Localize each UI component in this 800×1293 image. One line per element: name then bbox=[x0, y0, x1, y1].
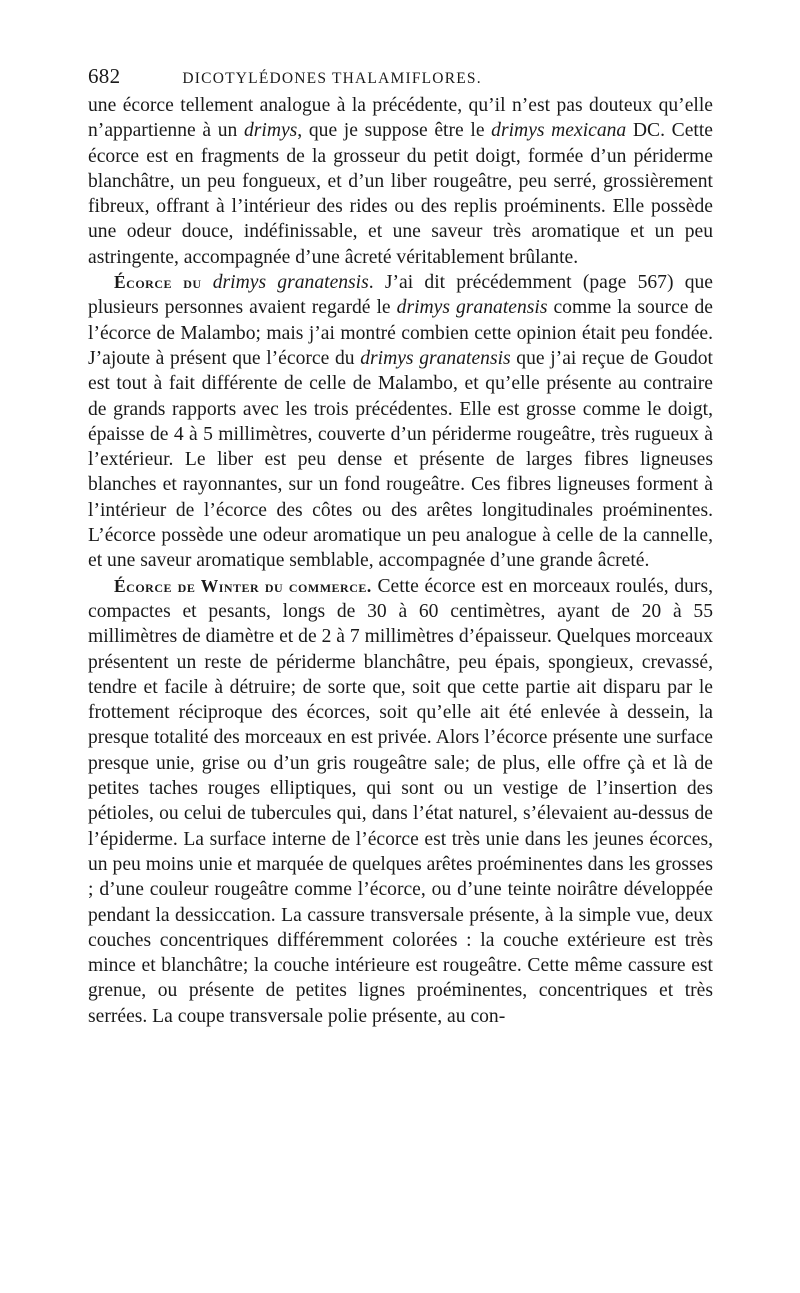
text-run: une écorce tellement analogue à la précédente, qu’il n’est pas douteux qu’elle n’appartienne à un bbox=[88, 95, 713, 142]
italic-run: drimys mexicana bbox=[491, 120, 627, 142]
section-heading: Écorce du bbox=[114, 272, 213, 293]
text-run: Cette écorce est en morceaux roulés, durs, compactes et pesants, longs de 30 à 60 centimètres, ayant de 20 à 55 millimètres de diamètre et de 2 à 7 millimètres d’épaisseur. Quelques morceaux présentent un reste de périderme blanchâtre, peu épais, spongieux, crevassé, tendre et facile à détruire; de sorte que, soit que cette partie ait disparu par le frottement réciproque des écorces, soit qu’elle ait été enlevée à dessein, la presque totalité des morceaux en est privée. Alors l’écorce présente une surface presque unie, grise ou d’un gris rougeâtre sale; de plus, elle offre çà et là de petites taches rouges elliptiques, qui sont ou un vestige de l’insertion des pétioles, ou celui de tubercules qui, dans l’état naturel, s’élevaient au-dessus de l’épiderme. La surface interne de l’écorce est très unie dans les jeunes écorces, un peu moins unie et marquée de quelques arêtes proéminentes dans les grosses ; d’une couleur rougeâtre comme l’écorce, ou d’une teinte noirâtre développée pendant la dessiccation. La cassure transversale présente, à la simple vue, deux couches concentriques différemment colorées : la couche extérieure est très mince et blanchâtre; la couche intérieure est rougeâtre. Cette même cassure est grenue, ou présente de petites lignes proéminentes, concentriques et très serrées. La coupe transversale polie présente, au con- bbox=[88, 575, 713, 1027]
running-head bbox=[88, 64, 713, 92]
paragraph-2 bbox=[88, 270, 713, 574]
text-run: . J’ai dit précédemment (page 567) que plusieurs personnes avaient regardé le bbox=[88, 272, 714, 319]
text-run: comme la source de l’écorce de Malambo; mais j’ai montré combien cette opinion était peu fondée. J’ajoute à présent que l’écorce du bbox=[88, 297, 713, 369]
text-run: , que je suppose être le bbox=[297, 120, 492, 142]
page-number: 682 bbox=[88, 64, 121, 88]
paragraph-1 bbox=[88, 93, 713, 270]
book-page bbox=[88, 64, 713, 1029]
paragraph-3 bbox=[88, 574, 713, 1029]
italic-run: drimys bbox=[243, 120, 298, 142]
italic-run: drimys granatensis bbox=[396, 297, 548, 319]
running-title: DICOTYLÉDONES THALAMIFLORES. bbox=[182, 70, 482, 87]
italic-run: drimys granatensis bbox=[212, 272, 369, 294]
section-heading: Écorce de Winter du commerce. bbox=[114, 575, 372, 596]
text-run: DC. Cette écorce est en fragments de la grosseur du petit doigt, formée d’un périderme blanchâtre, un peu fongueux, et d’un liber rougeâtre, peu serré, grossièrement fibreux, offrant à l’intérieur des rides ou des replis proéminents. Elle possède une odeur douce, indéfinissable, et une saveur très aromatique et un peu astringente, accompagnée d’une âcreté véritablement brûlante. bbox=[88, 120, 714, 268]
text-run: que j’ai reçue de Goudot est tout à fait différente de celle de Malambo, et qu’elle présente au contraire de grands rapports avec les trois précédentes. Elle est grosse comme le doigt, épaisse de 4 à 5 millimètres, couverte d’un périderme rougeâtre, très rugueux à l’extérieur. Le liber est peu dense et présente de larges fibres ligneuses blanches et rayonnantes, sur un fond rougeâtre. Ces fibres ligneuses forment à l’intérieur de l’écorce des côtes ou des arêtes longitudinales proéminentes. L’écorce possède une odeur aromatique un peu analogue à celle de la cannelle, et une saveur aromatique semblable, accompagnée d’une grande âcreté. bbox=[88, 347, 714, 572]
italic-run: drimys granatensis bbox=[360, 347, 511, 369]
body-text bbox=[88, 93, 713, 1029]
